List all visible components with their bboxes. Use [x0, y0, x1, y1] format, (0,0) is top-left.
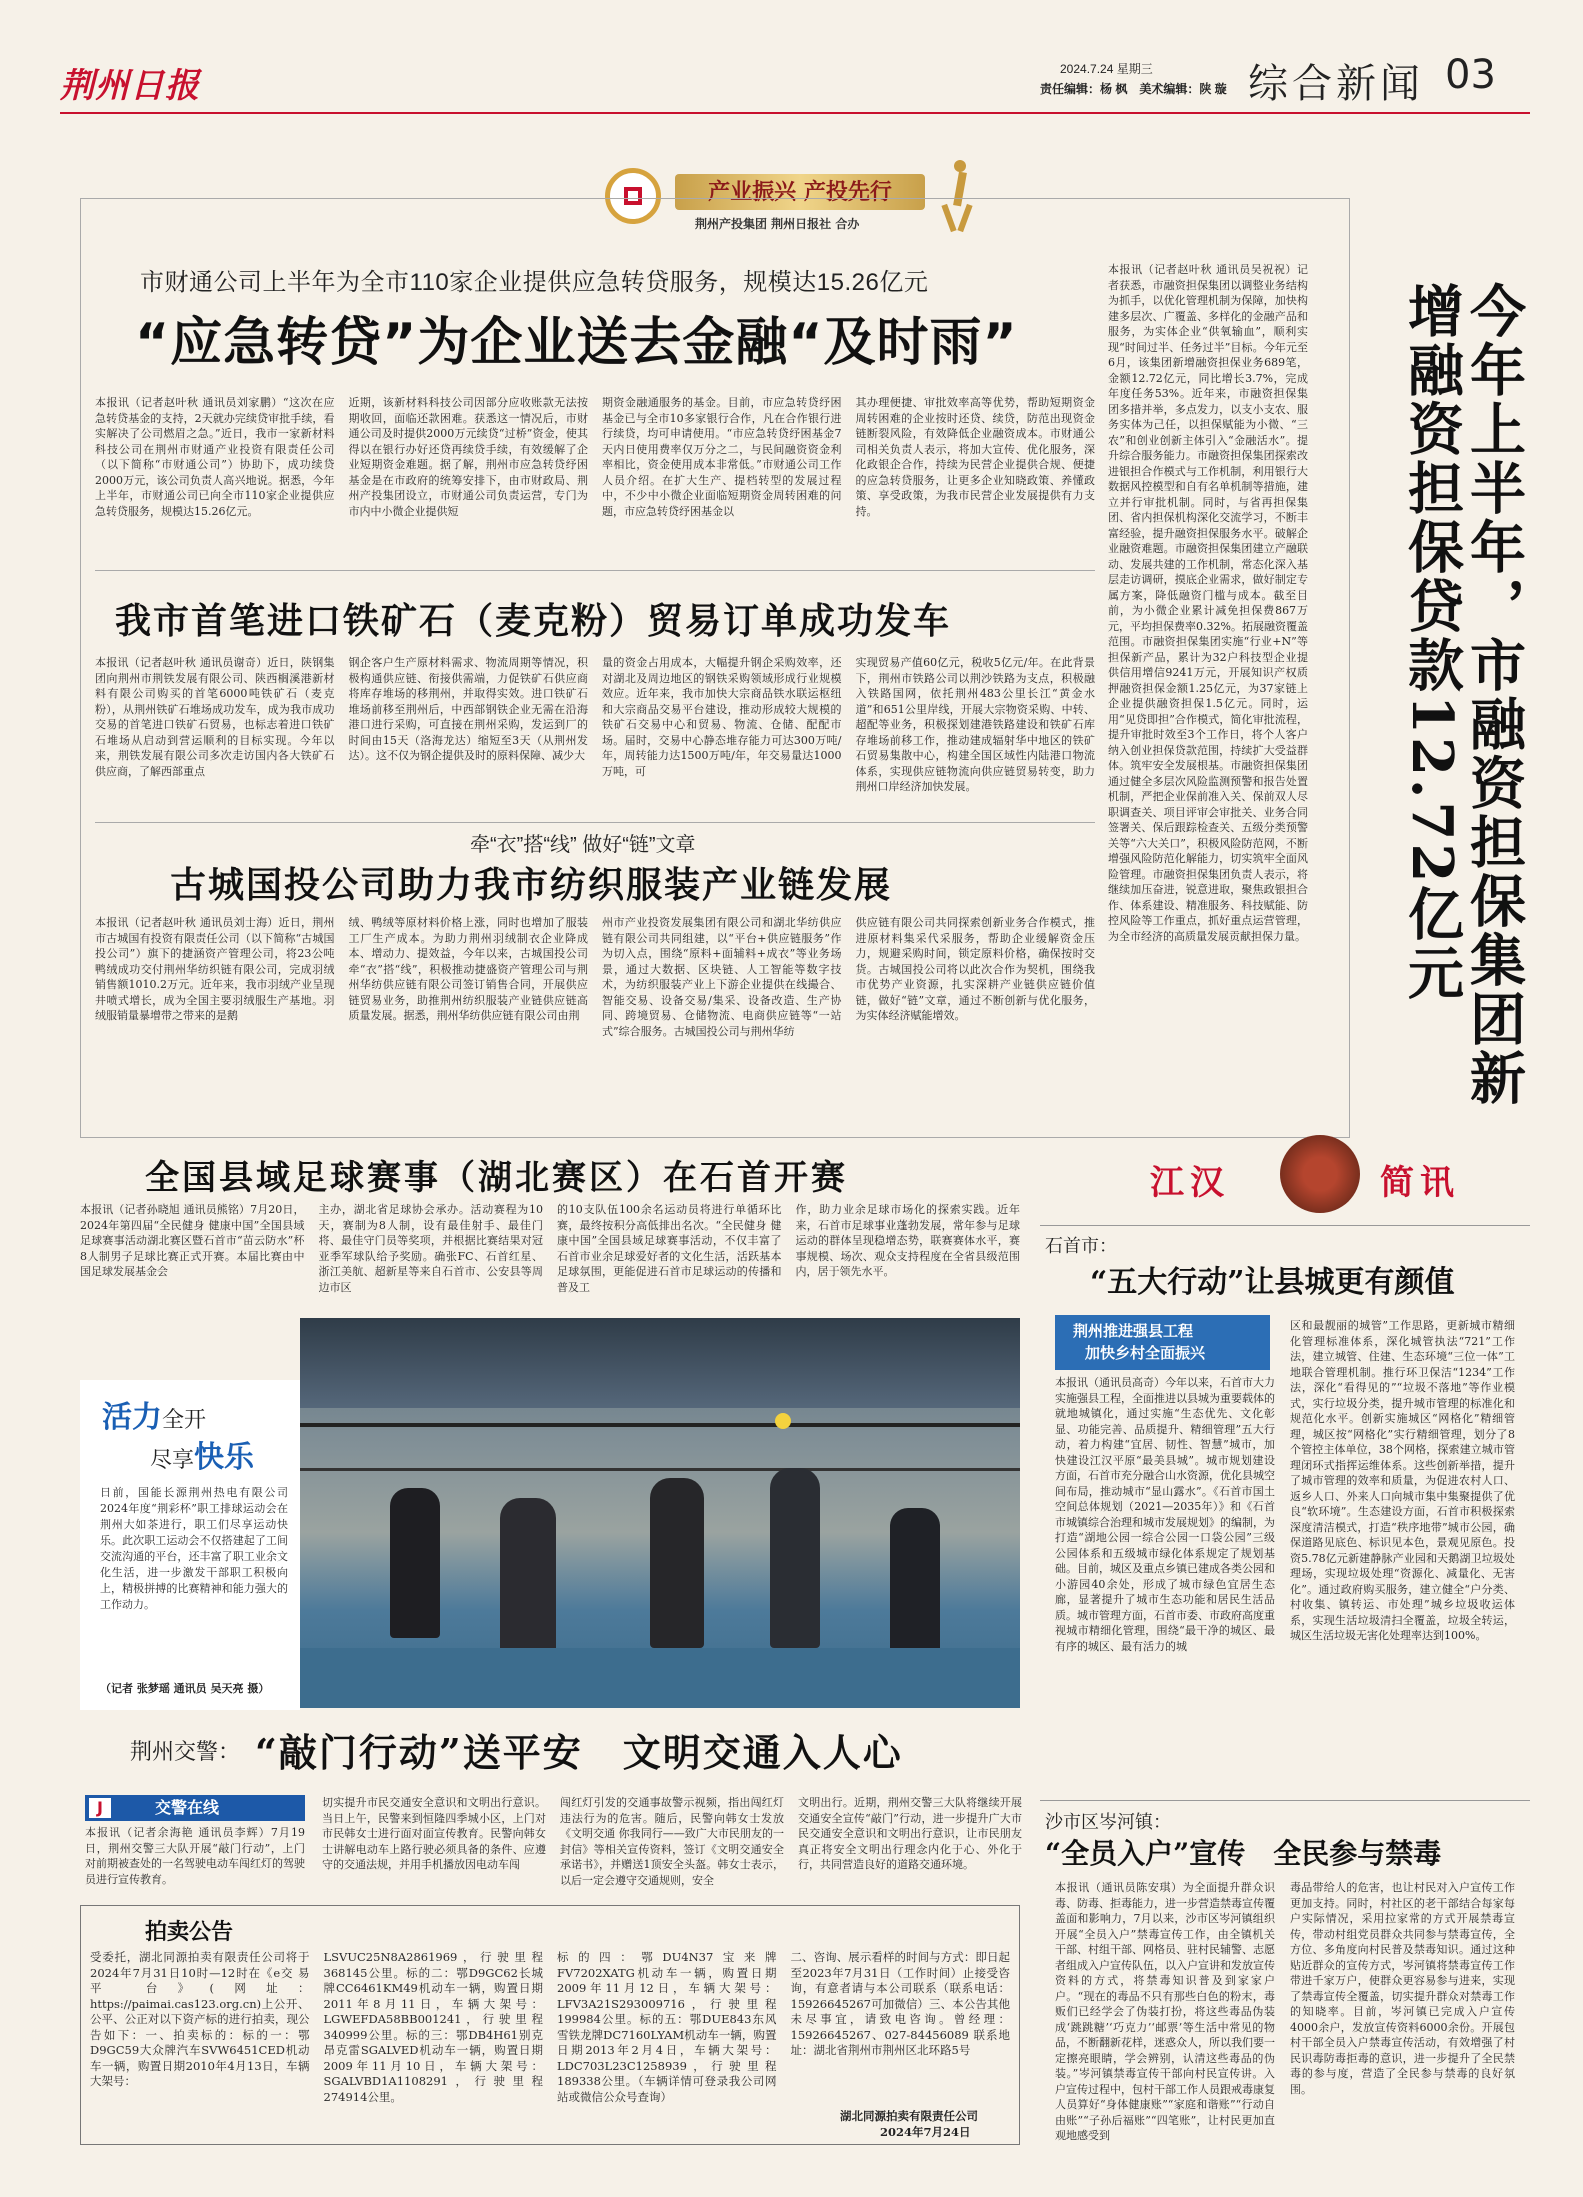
- notice-col3: 标的四：鄂DU4N37宝来牌FV7202XATG机动车一辆，购置日期2009年11月12日，车辆大架号：LFV3A21S293009716，行驶里程199984公里。标的五：鄂DUE843东风雪铁龙牌DC7160LYAM机动车一辆，购置日期2013年2月4日，车辆大架号：LDC703L23C1258939，行驶里程189338公里。（车辆详情可登录我公司网站或微信公众号查询）: [557, 1950, 777, 2104]
- notice-body: [90, 1950, 1010, 2120]
- art7-col1: 本报讯（通讯员高奇）今年以来，石首市大力实施强县工程，全面推进以县城为重要载体的就地城镇化，通过实施“生态优先、文化彰显、功能完善、品质提升、精细管理”五大行动，着力构建“宜居、韧性、智慧”城市，加快建设江汉平原“最美县城”。城市规划建设方面，石首市充分融合山水资源，优化县城空间布局，推动城市“显山露水”。《石首市国土空间总体规划（2021—2035年）》和《石首市城镇综合治理和城市发展规划》的编制，为打造“湖地公园一综合公园一口袋公园”三级公园体系和五级城市绿化体系规定了规划基础。目前，城区及重点乡镇已建成各类公园和小游园40余处，形成了城市绿色宜居生态廊，显著提升了城市生态功能和居民生活品质。城市管理方面，石首市委、市政府高度重视城市精细化管理，围绕“最干净的城区、最有序的城区、最有活力的城: [1055, 1376, 1275, 1653]
- art2-body: [95, 655, 1095, 815]
- art7-title: “五大行动”让县城更有颜值: [1090, 1265, 1455, 1300]
- art6-col1: 本报讯（记者余海艳 通讯员李辉）7月19日，荆州交警三大队开展“敲门行动”，上门对前期被查处的一名驾驶电动车闯红灯的驾驶员进行宣传教育。: [85, 1826, 305, 1886]
- art1-col1: 本报讯（记者赵叶秋 通讯员刘家鹏）“这次在应急转贷基金的支持，2天就办完续贷审批手续，看实解决了公司燃眉之急。”近日，我市一家新材料科技公司在荆州市财通产业投资有限责任公司（以下简称“市财通公司”）协助下，成功续贷2000万元，该公司负责人高兴地说。据悉，今年上半年，市财通公司已向全市110家企业提供应急转贷服务，规模达15.26亿元。: [95, 396, 335, 518]
- caption-text: 日前，国能长源荆州热电有限公司2024年度“荆彩杯”职工排球运动会在荆州大如茶进行，职工们尽享运动快乐。此次职工运动会不仅搭建起了工间交流沟通的平台，还丰富了职工业余文化生活，进一步激发干部职工积极向上，精极拼搏的比赛精神和能力强大的工作动力。: [100, 1486, 288, 1611]
- art1-body: [95, 395, 1095, 565]
- art6-body: [322, 1795, 1022, 1900]
- notice-sign: 湖北同源拍卖有限责任公司: [840, 2109, 978, 2123]
- art1-col2: 近期，该新材料科技公司因部分应收账款无法按期收回，面临还款困难。获悉这一情况后，市财通公司及时提供2000万元续贷“过桥”资金，使其得以在银行办好还贷再续贷手续，有效缓解了企业短期资金难题。据了解，荆州市应急转贷纾困基金是在市政府的统筹安排下，由市财政局、荆州产投集团设立，市财通公司负责运营，专门为市内中小微企业提供短: [348, 396, 588, 518]
- notice-title: 拍卖公告: [145, 1919, 234, 1945]
- art4-title: 今年上半年，市融资担保集团新增融资担保贷款12.72亿元: [1399, 282, 1527, 1108]
- art8-prefix: 沙市区岑河镇：: [1045, 1812, 1171, 1832]
- art5-col1: 本报讯（记者孙晓旭 通讯员熊铭）7月20日，2024年第四届“全民健身 健康中国”全国县域足球赛事活动湖北赛区暨石首市“苗云防水”杯8人制男子足球比赛正式开赛。本届比赛由中国足球发展基金会: [80, 1203, 305, 1278]
- art4-body: 本报讯（记者赵叶秋 通讯员吴祝祝）记者获悉，市融资担保集团以调整业务结构为抓手，以优化管理机制为保障，加快构建多层次、广覆盖、多样化的金融产品和服务，为实体企业“供氧输血”，顺利实现“时间过半、任务过半”目标。今年元至6月，该集团新增融资担保业务689笔，金额12.72亿元，同比增长3.7%，完成年度任务53%。近年来，市融资担保集团多措并举，多点发力，以支小支农、服务实体为己任，以担保赋能为小微、“三农”和创业创新主体引入“金融活水”。提升综合服务能力。市融资担保集团探索改进银担合作模式与工作机制，利用银行大数据风控模型和自有名单机制等措施，建立并行审批机制。同时，与省再担保集团、省内担保机构深化交流学习，不断丰富经验，提升融资担保服务水平。破解企业融资难题。市融资担保集团建立产融联动、发展共建的工作机制，常态化深入基层走访调研，摸底企业需求，做好制定专属方案，降低融资门槛与成本。截至目前，为小微企业累计减免担保费867万元，平均担保费率0.32%。拓展融资覆盖范围。市融资担保集团实施“行业+N”等担保新产品，累计为32户科技型企业提供信用增信9241万元，开展知识产权质押融资担保金额1.25亿元，为37家链上企业提供融资担保1.5亿元。同时，运用“见贷即担”合作模式，简化审批流程，提升审批时效至3个工作日，将个人客户纳入创业担保贷款范围，持续扩大受益群体。筑牢安全发展根基。市融资担保集团通过健全多层次风险监测预警和报告处置机制，严把企业保前准入关、保前双人尽职调查关、项目评审会审批关、业务合同签署关、保后跟踪检查关、五级分类预警关等“六大关口”，积极风险防范网，不断增强风险防范化解能力，切实筑牢全面风险管理。市融资担保集团负责人表示，将继续加压奋进，锐意进取，聚焦政银担合作、体系建设、精准服务、科技赋能、防控风险等工作重点，抓好重点运营管理，为全市经济的高质量发展贡献担保力量。: [1108, 263, 1308, 943]
- art6-col4: 文明出行。近期，荆州交警三大队将继续开展交通安全宣传“敲门”行动，进一步提升广大市民交通安全意识和文明出行意识，让市民朋友真正将安全文明出行理念内化于心、外化于行，共同营造良好的道路交通环境。: [798, 1796, 1022, 1871]
- art3-body: [95, 915, 1095, 1115]
- art1-col3: 期资金融通服务的基金。目前，市应急转贷纾困基金已与全市10多家银行合作，凡在合作银行进行续贷，均可申请使用。“市应急转贷纾困基金7天内日使用费率仅万分之二，与民间融资资金利率相比，资金使用成本非常低。”市财通公司工作人员介绍。在扩大生产、提档转型的发展过程中，不少中小微企业面临短期资金周转困难的问题，市应急转贷纾困基金以: [602, 396, 842, 518]
- art6-col3: 闯红灯引发的交通事故警示视频，指出闯红灯违法行为的危害。随后，民警向韩女士发放《文明交通 你我同行——致广大市民朋友的一封信》等相关宣传资料，签订《文明交通安全承诺书》，并赠送1顶安全头盔。韩女士表示，以后一定会遵守交通规则，安全: [560, 1796, 784, 1887]
- art7-col2: 区和最靓丽的城管”工作思路，更新城市精细化管理标准体系，深化城管执法“721”工作法，建立城管、住建、生态环境“三位一体”工地联合管理机制。推行环卫保洁“1234”工作法，深化“看得见的”“垃圾不落地”等作业模式，实行垃圾分类，提升城市管理的标准化和规范化水平。创新实施城区“网格化”精细管理，城区按“网格化”实行精细管理，划分了8个管控主体单位，38个网格，探索建立城市管理闭环式指挥运维体系。这些创新举措，提升了城市管理的效率和质量，为促进农村人口、返乡人口、外来人口向城市集中集聚提供了优良“软环境”。生态建设方面，石首市积极探索深度清洁模式，打造“秩序地带”城市公园，确保道路见底色、标识见本色，景观见原色。投资5.78亿元新建静脉产业园和天鹅湖卫垃圾处理场，实现垃圾处理“资源化、减量化、无害化”。通过政府购买服务，建立健全“户分类、村收集、镇转运、市处理”城乡垃圾收运体系，实现生活垃圾清扫全覆盖，垃圾全转运，城区生活垃圾无害化处理率达到100%。: [1290, 1319, 1515, 1642]
- caption-credit: （记者 张梦瑶 通讯员 吴天亮 摄）: [100, 1682, 270, 1695]
- art5-col3: 的10支队伍100余名运动员将进行单循环比赛，最终按积分高低排出名次。“全民健身 健康中国”全国县域足球赛事活动，不仅丰富了石首市业余足球爱好者的文化生活，活跃基本足球氛围，更能促进石首市足球运动的传播和普及工: [557, 1203, 782, 1294]
- art1-subtitle: 市财通公司上半年为全市110家企业提供应急转贷服务，规模达15.26亿元: [140, 269, 929, 296]
- notice-date: 2024年7月24日: [880, 2125, 971, 2139]
- art3-title: 古城国投公司助力我市纺织服装产业链发展: [170, 864, 893, 906]
- art6-title: “敲门行动”送平安 文明交通入人心: [255, 1730, 903, 1775]
- art2-col3: 量的资金占用成本，大幅提升钢企采购效率，还对湖北及周边地区的钢铁采购领域形成行业规模效应。近年来，我市加快大宗商品铁水联运枢纽和大宗商品交易平台建设，推动形成较大规模的铁矿石交易中心和贸易、物流、仓储、配配市场。届时，交易中心静态堆存能力可达300万吨/年，周转能力达1500万吨/年，年交易量达1000万吨，可: [602, 656, 842, 778]
- caption-title2: 尽享快乐: [150, 1440, 255, 1475]
- art8-col1: 本报讯（通讯员陈安琪）为全面提升群众识毒、防毒、拒毒能力，进一步营造禁毒宣传覆盖面和影响力，7月以来，沙市区岑河镇组织开展“全员入户”禁毒宣传工作，由全镇机关干部、村组干部、网格员、驻村民辅警、志愿者组成入户宣传队伍，以入户宣讲和发放宣传资料的方式，将禁毒知识普及到家家户户。“现在的毒品不只有那些白色的粉末，毒贩们已经学会了伪装打扮，将这些毒品伪装成‘跳跳糖’‘巧克力’‘邮票’等生活中常见的物品，不断翻新花样，迷惑众人，所以我们要一定擦亮眼睛，学会辨别，认清这些毒品的伪装。”岑河镇禁毒宣传干部向村民宣传讲。入户宣传过程中，包村干部工作人员跟戒毒康复人员算好“身体健康账”“家庭和谐账”“行动自由账”“子孙后福账”“四笔账”，让村民更加直观地感受到: [1055, 1881, 1275, 2142]
- art1-title: “应急转贷”为企业送去金融“及时雨”: [135, 313, 1018, 373]
- art3-kicker: 牵“衣”搭“线” 做好“链”文章: [470, 834, 696, 856]
- art6-col2: 切实提升市民交通安全意识和文明出行意识。当日上午，民警来到恒隆四季城小区，上门对市民韩女士进行面对面宣传教育。民警向韩女士讲解电动车上路行驶必须具备的条件、应遵守的交通法规，并用手机播放因电动车闯: [322, 1796, 546, 1871]
- editors-line: 责任编辑：杨 枫 美术编辑：陕 璇: [1040, 82, 1227, 96]
- issue-date: 2024.7.24 星期三: [1060, 62, 1153, 76]
- banner-subline: 荆州产投集团 荆州日报社 合办: [695, 217, 860, 231]
- art6-prefix: 荆州交警：: [130, 1739, 241, 1764]
- divider: [1040, 1800, 1530, 1801]
- art3-col3: 州市产业投资发展集团有限公司和湖北华纺供应链有限公司共同组建，以“平台+供应链服务”作为切入点，围绕“原料+面辅料+成衣”等业务场景，通过大数据、区块链、人工智能等数字技术，为纺织服装产业上下游企业提供在线撮合、智能交易、设备交易/集采、设备改造、生产协同、跨境贸易、仓储物流、电商供应链等“一站式”综合服务。古城国投公司与荆州华纺: [602, 916, 842, 1038]
- volleyball-photo: [300, 1318, 1020, 1708]
- divider: [95, 822, 1095, 823]
- caption-title1: 活力全开: [102, 1400, 207, 1435]
- photo-caption-box: [80, 1380, 300, 1710]
- art7-tag: 荆州推进强县工程 加快乡村全面振兴: [1055, 1315, 1270, 1370]
- jianghan-header: 江汉 简讯: [1130, 1135, 1510, 1217]
- art5-col4: 作，助力业余足球市场化的探索实践。近年来，石首市足球事业蓬勃发展，常年参与足球运动的群体呈现稳增态势，联赛赛体水平，赛事规模、场次、观众支持程度在全省县级范围内，居于领先水平。: [795, 1203, 1020, 1278]
- header-rule: [60, 112, 1530, 114]
- art3-col4: 供应链有限公司共同探索创新业务合作模式，推进原材料集采代采服务，帮助企业缓解资金压力，规避采购时间，锁定原料价格，确保按时交货。古城国投公司将以此次合作为契机，围绕我市优势产业资源，扎实深耕产业链供应链价值链，做好“链”文章，通过不断创新与优化服务，为实体经济赋能增效。: [855, 916, 1095, 1022]
- art5-body: [80, 1202, 1020, 1310]
- divider: [1040, 1225, 1530, 1226]
- art5-col2: 主办，湖北省足球协会承办。活动赛程为10天，赛制为8人制，设有最佳射手、最佳门将、最佳守门员等奖项，并根据比赛结果对冠亚季军球队给予奖励。确张FC、石首红星、浙江美航、超新星等来自石首市、公安县等周边市区: [318, 1203, 543, 1294]
- ornament-icon: [1280, 1135, 1360, 1213]
- divider: [95, 570, 1095, 571]
- art2-col1: 本报讯（记者赵叶秋 通讯员谢奇）近日，陕钢集团向荆州市荆铁发展有限公司、陕西榈溪港新材料有限公司购买的首笔6000吨铁矿石（麦克粉），从荆州铁矿石堆场成功发车，成为我市成功交易的首笔进口铁矿石贸易，也标志着进口铁矿石堆场从启动到营运顺利的目标实现。今年以来，荆铁发展有限公司多次走访国内各大铁矿石供应商，了解西部重点: [95, 656, 335, 778]
- art1-col4: 其办理便捷、审批效率高等优势，帮助短期资金周转困难的企业按时还贷、续贷，防范出现资金链断裂风险，有效降低企业融资成本。市财通公司相关负责人表示，将加大宣传、优化服务，深化政银企合作，持续为民营企业提供合规、便捷的应急转贷服务，让更多企业知晓政策、养懂政策、享受政策，为我市民营企业发展提供有力支持。: [855, 396, 1095, 518]
- art2-col2: 钢企客户生产原材料需求、物流周期等情况，积极构通供应链、衔接供需端，力促铁矿石供应商将库存堆场的移荆州，并取得实效。进口铁矿石堆场前移至荆州后，中西部钢铁企业无需在沿海港口进行采购，可直接在荆州采购，发运到厂的时间由15天（洛海龙达）缩短至3天（从荆州发达）。这不仅为钢企提供及时的原料保障、减少大: [348, 656, 588, 762]
- notice-col4: 二、咨询、展示看样的时间与方式：即日起至2023年7月31日（工作时间）止接受咨询，有意者请与本公司联系（联系电话：15926645267可加微信）三、本公告其他未尽事宜，请致电咨询。曾经理：15926645267、027-84456089 联系地址：湖北省荆州市荆州区北环路5号: [790, 1950, 1010, 2057]
- art3-col2: 绒、鸭绒等原材料价格上涨，同时也增加了服装工厂生产成本。为助力荆州羽绒制衣企业降成本、增动力、提效益，今年以来，古城国投公司牵“衣”搭“线”，积极推动捷盛资产管理公司与荆州华纺供应链有限公司签订销售合同，开展供应链贸易业务，助推荆州纺织服装产业链供应链高质量发展。据悉，荆州华纺供应链有限公司由荆: [348, 916, 588, 1022]
- art2-title: 我市首笔进口铁矿石（麦克粉）贸易订单成功发车: [115, 600, 952, 642]
- art3-col1: 本报讯（记者赵叶秋 通讯员刘士海）近日，荆州市古城国有投资有限责任公司（以下简称“古城国投公司”）旗下的捷涵资产管理公司，将23公吨鸭绒成功交付荆州华纺织链有限公司，完成羽绒销售额1010.2万元。近年来，我市羽绒产业呈现井喷式增长，成为全国主要羽绒服生产基地。羽绒服销量暴增带之带来的是鹅: [95, 916, 335, 1022]
- banner-tagline: 产业振兴 产投先行: [675, 174, 925, 210]
- page-number: 03: [1445, 52, 1496, 98]
- art8-col2: 毒品带给人的危害，也让村民对入户宣传工作更加支持。同时，村社区的老干部结合每家每户实际情况，采用拉家常的方式开展禁毒宣传，带动村组党员群众共同参与禁毒宣传，全方位、多角度向村民普及禁毒知识。通过这种贴近群众的宣传方式，岑河镇将禁毒宣传工作带进千家万户，使群众更容易参与进来，实现了禁毒宣传全覆盖，切实提升群众对禁毒工作的知晓率。目前，岑河镇已完成入户宣传4000余户，发放宣传资料6000余份。开展包村干部全员入户禁毒宣传活动，有效增强了村民识毒防毒拒毒的意识，进一步提升了全民禁毒的参与度，营造了全民参与禁毒的良好氛围。: [1290, 1881, 1515, 2096]
- notice-col1: 受委托，湖北同源拍卖有限责任公司将于2024年7月31日10时—12时在《e交 易 平 台》(网址：https://paimai.cas123.org.cn)上公开、公平、公正对以下资产标的进行拍卖，现公告如下：一、拍卖标的：标的一：鄂D9GC59大众牌汽车SVW6451CED机动车一辆，购置日期2010年4月13日，车辆大架号：: [90, 1950, 310, 2088]
- art8-title: “全员入户”宣传 全民参与禁毒: [1045, 1837, 1442, 1870]
- notice-col2: LSVUC25N8A2861969，行驶里程368145公里。标的二：鄂D9GC62长城牌CC6461KM49机动车一辆，购置日期2011年8月11日，车辆大架号：LGWEFDA58BB001241，行驶里程340999公里。标的三：鄂DB4H61别克昂克雷SGALVED机动车一辆，购置日期2009年11月10日，车辆大架号：SGALVBD1A1108291，行驶里程274914公里。: [323, 1950, 543, 2104]
- masthead-logo: 荆州日报: [60, 66, 200, 106]
- traffic-tag: J 交警在线: [85, 1795, 305, 1821]
- traffic-badge-icon: J: [89, 1798, 111, 1818]
- art5-title: 全国县域足球赛事（湖北赛区）在石首开赛: [145, 1158, 848, 1198]
- art7-prefix: 石首市：: [1045, 1236, 1117, 1256]
- section-name: 综合新闻: [1248, 61, 1424, 107]
- art2-col4: 实现贸易产值60亿元，税收5亿元/年。在此背景下，荆州市铁路公司以荆沙铁路为支点，积极融入铁路国网，依托荆州483公里长江“黄金水道”和651公里岸线，开展大宗物资采购、中转、超配等业务，积极探划建港铁路建设和铁矿石库存堆场前移工作，推动建成辐射华中地区的铁矿石贸易集散中心，构建全国区域性内陆港口物流体系，实现供应链物流向供应链贸易转变，助力荆州口岸经济加快发展。: [855, 656, 1095, 793]
